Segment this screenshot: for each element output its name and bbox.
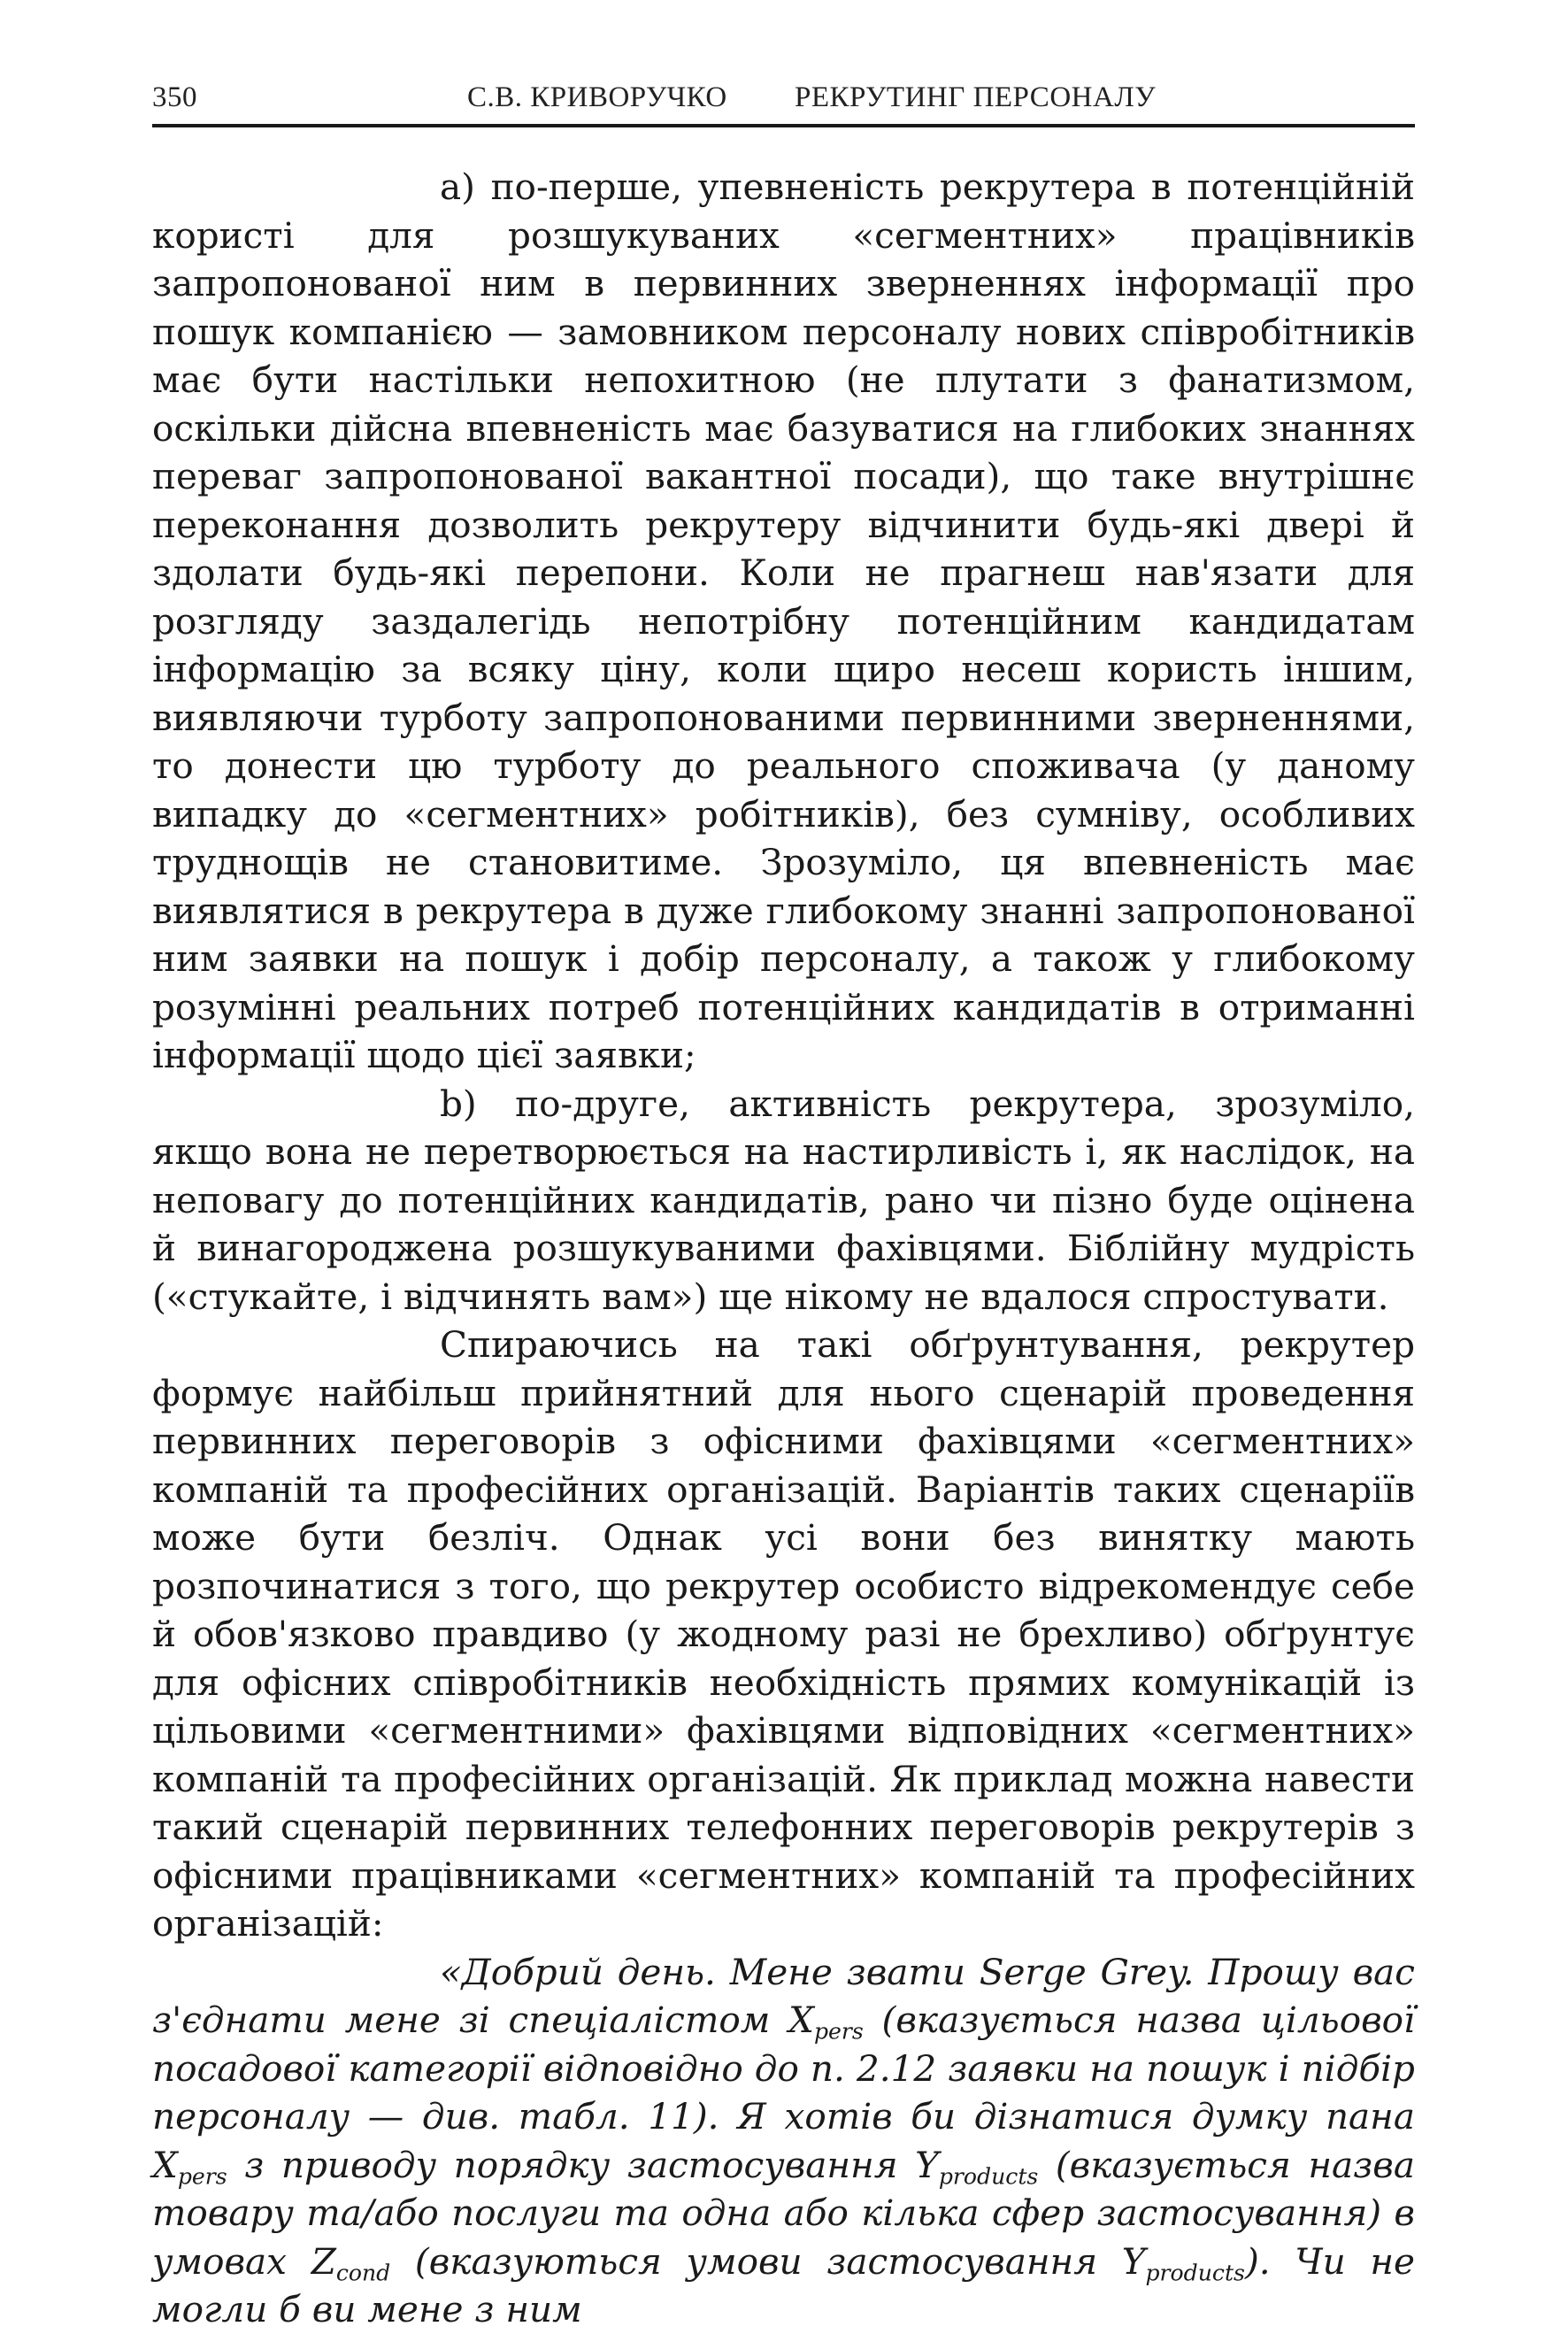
quoted-scenario	[152, 1948, 1415, 2334]
quote-text-3: з приводу порядку застосування	[227, 2143, 916, 2186]
header-book-title: РЕКРУТИНГ ПЕРСОНАЛУ	[795, 81, 1157, 113]
var-x-pers: $X_{pers}$	[788, 1999, 864, 2045]
quote-text-6: ). Чи не могли б ви мене з ним	[152, 2239, 1415, 2330]
paragraph-point-a: а) по-перше, упевненість рекрутера в потенційній користі для розшукуваних «сегментних» працівників запропонованої ним в первинних зверненнях інформації про пошук компанією — замовником персоналу нових співробітників має бути настільки непохитною (не плутати з фанатизмом, оскільки дійсна впевненість має базуватися на глибоких знаннях переваг запропонованої вакантної посади), що таке внутрішнє переконання дозволить рекрутеру відчинити будь-які двері й здолати будь-які перепони. Коли не прагнеш нав'язати для розгляду заздалегідь непотрібну потенційним кандидатам інформацію за всяку ціну, коли щиро несеш користь іншим, виявляючи турботу запропонованими первинними зверненнями, то донести цю турботу до реального споживача (у даному випадку до «сегментних» робітників), без сумніву, особливих труднощів не становитиме. Зрозуміло, ця впевненість має виявлятися в рекрутера в дуже глибокому знанні запропонованої ним заявки на пошук і добір персоналу, а також у глибокому розумінні реальних потреб потенційних кандидатів в отриманні інформації щодо цієї заявки;	[152, 166, 1415, 1076]
quote-text-2: (вказується назва цільової посадової категорії відповідно до п. 2.12 заявки на пошук і підбір персоналу — див. табл. 11). Я хотів би дізнатися думку пана	[152, 1999, 1415, 2138]
running-header	[152, 81, 1415, 126]
body-text	[152, 163, 1415, 2334]
var-y-products: $Y_{products}$	[1121, 2239, 1245, 2286]
quote-text-1: «Добрий день. Мене звати Serge Grey. Прошу вас з'єднати мене зі спеціалістом	[152, 1950, 1415, 2041]
paragraph-scenario-intro: Спираючись на такі обґрунтування, рекрутер формує найбільш прийнятний для нього сценарій проведення первинних переговорів з офісними фахівцями «сегментних» компаній та професійних організацій. Варіантів таких сценаріїв може бути безліч. Однак усі вони без винятку мають розпочинатися з того, що рекрутер особисто відрекомендує себе й обов'язково правдиво (у жодному разі не брехливо) обґрунтує для офісних співробітників необхідність прямих комунікацій із цільовими «сегментними» фахівцями відповідних «сегментних» компаній та професійних організацій. Як приклад можна навести такий сценарій первинних телефонних переговорів рекрутерів з офісними працівниками «сегментних» компаній та професійних організацій:	[152, 1323, 1415, 1945]
var-y-products: $Y_{products}$	[915, 2143, 1039, 2190]
var-x-pers: $X_{pers}$	[152, 2143, 227, 2190]
paragraph-point-b: b) по-друге, активність рекрутера, зрозуміло, якщо вона не перетворюється на настирливість і, як наслідок, на неповагу до потенційних кандидатів, рано чи пізно буде оцінена й винагороджена розшукуваними фахівцями. Біблійну мудрість («стукайте, і відчинять вам») ще нікому не вдалося спростувати.	[152, 1082, 1415, 1318]
header-rule	[152, 124, 1415, 127]
quote-text-4: (вказується назва товару та/або послуги та одна або кілька сфер застосування) в умовах	[152, 2143, 1415, 2283]
header-author: С.В. КРИВОРУЧКО	[467, 81, 727, 113]
page-number: 350	[152, 81, 197, 113]
var-z-cond: $Z_{cond}$	[311, 2239, 391, 2286]
quote-text-5: (вказуються умови застосування	[390, 2239, 1122, 2283]
